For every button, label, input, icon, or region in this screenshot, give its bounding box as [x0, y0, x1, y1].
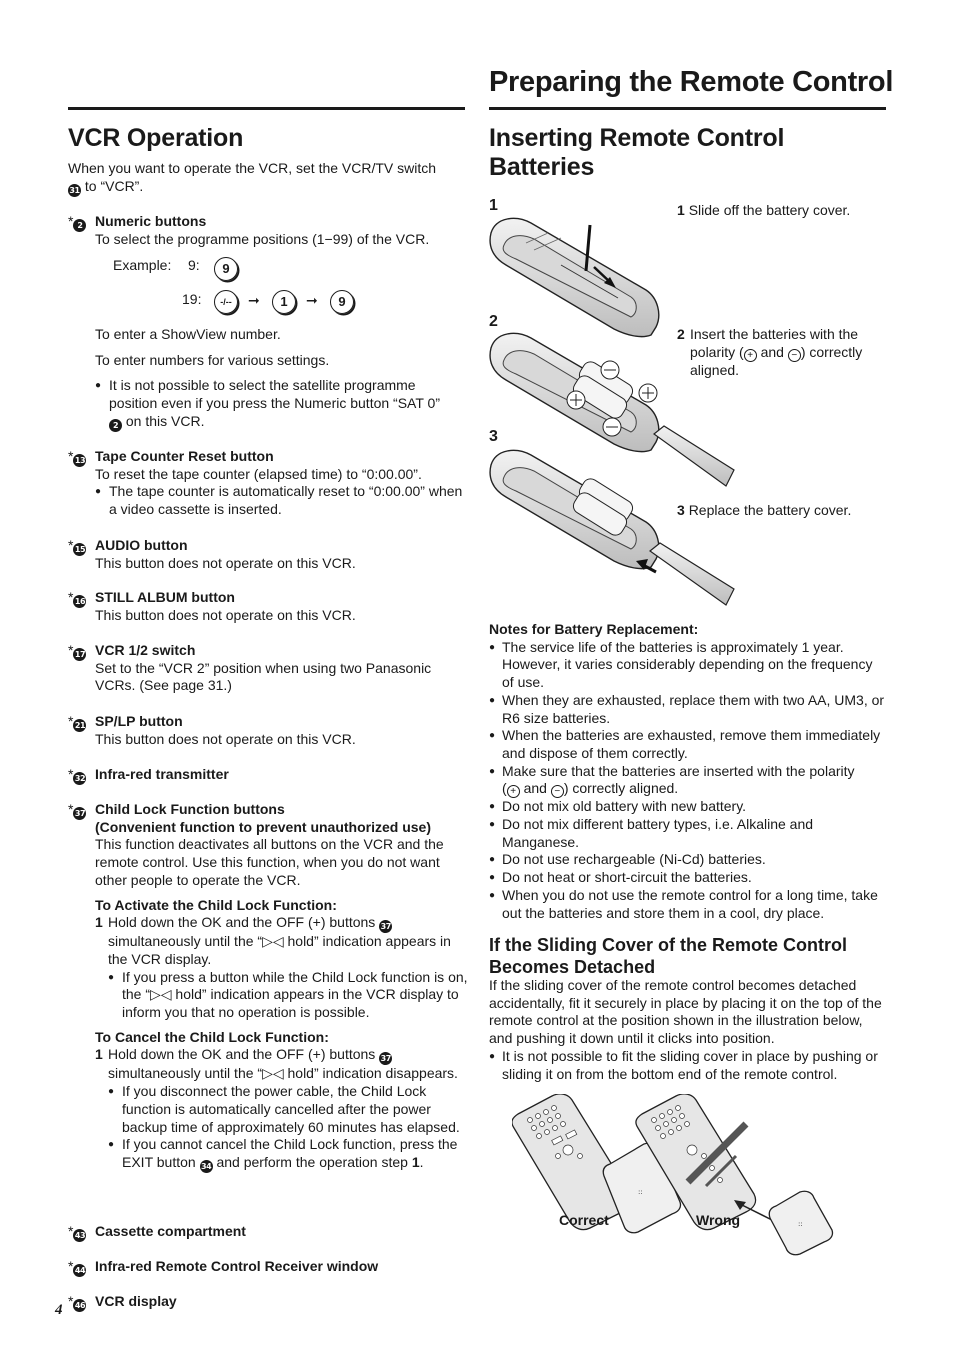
- tape-title: Tape Counter Reset button: [95, 448, 274, 464]
- intro-text-2: to “VCR”.: [84, 177, 144, 194]
- audio-item: *15 AUDIO button This button does not operate on this VCR.: [95, 537, 467, 572]
- step-2-label: 2: [489, 313, 498, 330]
- badge-37: 37: [74, 809, 86, 818]
- settings-line: To enter numbers for various settings.: [95, 351, 330, 368]
- badge-32: 32: [74, 774, 86, 783]
- key-1-icon: 1: [272, 290, 296, 314]
- page-number: 4: [55, 1302, 63, 1318]
- remote-step1-icon: [490, 218, 659, 336]
- cancel-bullet-2: ● If you cannot cancel the Child Lock function, press the EXIT button 34 and perform the operation step 1.: [108, 1136, 470, 1173]
- badge-17: 17: [74, 650, 86, 659]
- note-item: ● When the batteries are exhausted, remove them immediately and dispose of them correctly.: [489, 727, 887, 762]
- activate-bullet: ● If you press a button while the Child Lock function is on, the “▷◁ hold” indication appears in the VCR display to inform you that no operation is possible.: [108, 969, 470, 1022]
- step-2-text: 2 Insert the batteries with the polarity ( + and − ) correctly aligned.: [677, 326, 863, 378]
- showview-line: To enter a ShowView number.: [95, 326, 281, 342]
- note-item: ● The service life of the batteries is approximately 1 year. However, it varies considerably depending on the frequency of use.: [489, 639, 887, 692]
- arrow-right-icon: ➞: [306, 292, 318, 308]
- vcr12-desc: Set to the “VCR 2” position when using two Panasonic VCRs. (See page 31.): [95, 659, 432, 694]
- cancel-title: To Cancel the Child Lock Function:: [95, 1028, 329, 1045]
- cassette-item: *43 Cassette compartment: [95, 1223, 467, 1241]
- key-9b-icon: 9: [330, 290, 354, 314]
- note-item: ● Do not use rechargeable (Ni-Cd) batteries.: [489, 851, 887, 869]
- tape-desc: To reset the tape counter (elapsed time) to “0:00.00”.: [95, 465, 422, 482]
- note-item: ● Make sure that the batteries are inserted with the polarity ( + and − ) correctly aligned.: [489, 763, 887, 799]
- splp-desc: This button does not operate on this VCR.: [95, 730, 356, 747]
- splp-item: *21 SP/LP button This button does not operate on this VCR.: [95, 713, 467, 748]
- cover-fitting-illustration: [512, 1094, 868, 1264]
- badge-44: 44: [74, 1266, 86, 1275]
- sliding-cover-text: If the sliding cover of the remote control becomes detached accidentally, fit it securely in place by placing it on the top of the remote control at the position shown in the illustration below, and pushing it down until it clicks into position. ● It is not possible to fit the sliding cover in place by pushing or sliding it on from the bottom end of the remote control.: [489, 977, 887, 1083]
- badge-46: 46: [74, 1301, 86, 1310]
- vcr12-title: VCR 1/2 switch: [95, 642, 196, 658]
- note-item: ● Do not heat or short-circuit the batteries.: [489, 869, 887, 887]
- plus-polarity-icon: +: [507, 785, 520, 798]
- cancel-step: 1 Hold down the OK and the OFF (+) buttons 37 simultaneously until the “▷◁ hold” indication disappears. ● If you disconnect the power cable, the Child Lock function is automatically cancelled after the power backup time of approximately 60 minutes has elapsed. ● If you cannot cancel the Child Lock function, press the EXIT button 34 and perform the operation step 1.: [95, 1046, 470, 1173]
- page-title: Preparing the Remote Control: [489, 66, 894, 98]
- badge-31: 31: [69, 185, 80, 195]
- intro-text-1: When you want to operate the VCR, set the VCR/TV switch: [68, 160, 437, 176]
- numeric-notes: [95, 326, 467, 432]
- badge-16: 16: [74, 597, 86, 606]
- audio-title: AUDIO button: [95, 537, 188, 553]
- example-19-label: 19:: [182, 291, 202, 307]
- badge-37: 37: [380, 1054, 391, 1064]
- still-title: STILL ALBUM button: [95, 589, 235, 605]
- child-lock-item: *37 Child Lock Function buttons (Convenient function to prevent unauthorized use) This function deactivates all buttons on the VCR and the remote control. Use this function, when you do not want other people to operate the VCR. To Activate the Child Lock Function: 1 Hold down the OK and the OFF (+) buttons 37 simultaneously until the “▷◁ hold” indication appears in the VCR display. ● If you press a button while the Child Lock function is on, the “▷◁ hold” indication appears in the VCR display to inform you that no operation is possible. To Cancel the Child Lock Function: 1 Hold down the OK and the OFF (+) buttons 37 simultaneously until the “▷◁ hold” indication disappears. ● If you disconnect the power cable, the Child Lock function is automatically cancelled after the power backup time of approximately 60 minutes has elapsed. ● If you cannot cancel the Child Lock function, press the EXIT button 34 and perform the operation step 1.: [95, 801, 470, 1173]
- step-1-text: 1 Slide off the battery cover.: [677, 202, 851, 218]
- note-item: ● When they are exhausted, replace them with two AA, UM3, or R6 size batteries.: [489, 692, 887, 727]
- left-top-rule: [68, 107, 465, 110]
- right-top-rule: [489, 107, 886, 110]
- minus-polarity-icon: −: [788, 349, 801, 362]
- correct-label: Correct: [559, 1212, 609, 1228]
- remote-battery-illustration: [486, 205, 748, 610]
- receiver-item: *44 Infra-red Remote Control Receiver window: [95, 1258, 467, 1276]
- still-album-item: *16 STILL ALBUM button This button does not operate on this VCR.: [95, 589, 467, 624]
- display-title: VCR display: [95, 1293, 177, 1309]
- sliding-cover-heading: If the Sliding Cover of the Remote Control Becomes Detached: [489, 935, 848, 977]
- plus-polarity-icon: +: [744, 349, 757, 362]
- svg-text:::: ::: [638, 1188, 643, 1196]
- activate-title: To Activate the Child Lock Function:: [95, 896, 337, 913]
- vcr12-item: *17 VCR 1/2 switch Set to the “VCR 2” position when using two Panasonic VCRs. (See page 31.): [95, 642, 467, 695]
- childlock-title: Child Lock Function buttons: [95, 801, 285, 817]
- key-9-icon: 9: [214, 257, 238, 281]
- tape-bullet: ● The tape counter is automatically reset to “0:00.00” when a video cassette is inserted.: [95, 483, 467, 518]
- vcr-intro: [68, 160, 468, 197]
- badge-2: 2: [109, 419, 122, 432]
- remote-step3-icon: [490, 450, 734, 605]
- notes-title: Notes for Battery Replacement:: [489, 621, 699, 637]
- badge-15: 15: [74, 545, 86, 554]
- step-3-label: 3: [489, 428, 498, 445]
- cassette-title: Cassette compartment: [95, 1223, 246, 1239]
- splp-title: SP/LP button: [95, 713, 183, 729]
- display-item: *46 VCR display: [95, 1293, 467, 1311]
- cancel-bullet-1: ● If you disconnect the power cable, the Child Lock function is automatically cancelled after the power backup time of approximately 60 minutes has elapsed.: [108, 1083, 470, 1136]
- badge-43: 43: [74, 1231, 86, 1240]
- svg-text:::: ::: [798, 1220, 803, 1228]
- numeric-buttons-item: * 2 Numeric buttons To select the programme positions (1−99) of the VCR.: [95, 213, 467, 248]
- badge-34: 34: [201, 1161, 212, 1171]
- receiver-title: Infra-red Remote Control Receiver window: [95, 1258, 379, 1274]
- minus-polarity-icon: −: [551, 785, 564, 798]
- note-item: ● Do not mix different battery types, i.e. Alkaline and Manganese.: [489, 816, 887, 851]
- badge-13: 13: [74, 456, 86, 465]
- badge-2: 2: [73, 219, 86, 232]
- example-9-label: 9:: [188, 257, 200, 273]
- infrared-item: *32 Infra-red transmitter: [95, 766, 467, 784]
- key-dash-icon: -/--: [214, 290, 238, 314]
- still-desc: This button does not operate on this VCR.: [95, 606, 356, 623]
- battery-notes: [489, 621, 887, 922]
- numeric-desc: To select the programme positions (1−99) of the VCR.: [95, 230, 430, 247]
- note-item: ● When you do not use the remote control for a long time, take out the batteries and store them in a cool, dry place.: [489, 887, 887, 922]
- tape-counter-item: *13 Tape Counter Reset button To reset the tape counter (elapsed time) to “0:00.00”. ● The tape counter is automatically reset to “0:00.00” when a video cassette is inserted.: [95, 448, 467, 519]
- audio-desc: This button does not operate on this VCR.: [95, 554, 356, 571]
- step-1-label: 1: [489, 197, 498, 214]
- badge-37: 37: [380, 922, 391, 932]
- infrared-title: Infra-red transmitter: [95, 766, 229, 782]
- example-label: Example:: [113, 257, 172, 273]
- satellite-bullet: ● It is not possible to select the satellite programme position even if you press the Numeric button “SAT 0” 2 on this VCR.: [95, 377, 467, 431]
- childlock-subtitle: (Convenient function to prevent unauthorized use): [95, 818, 431, 835]
- badge-21: 21: [74, 721, 86, 730]
- arrow-right-icon: ➞: [248, 292, 260, 308]
- batteries-heading: Inserting Remote Control Batteries: [489, 124, 785, 181]
- wrong-label: Wrong: [696, 1212, 741, 1228]
- childlock-desc: This function deactivates all buttons on the VCR and the remote control. Use this function, when you do not want other people to operate the VCR.: [95, 836, 444, 888]
- remote-wrong-icon: [636, 1094, 833, 1255]
- vcr-operation-heading: VCR Operation: [68, 124, 244, 152]
- sliding-bullet: ● It is not possible to fit the sliding cover in place by pushing or sliding it on from the bottom end of the remote control.: [489, 1048, 887, 1083]
- activate-step: 1 Hold down the OK and the OFF (+) buttons 37 simultaneously until the “▷◁ hold” indication appears in the VCR display. ● If you press a button while the Child Lock function is on, the “▷◁ hold” indication appears in the VCR display to inform you that no operation is possible.: [95, 914, 470, 1022]
- note-item: ● Do not mix old battery with new battery.: [489, 798, 887, 816]
- step-3-text: 3 Replace the battery cover.: [677, 502, 852, 518]
- numeric-title: Numeric buttons: [95, 213, 207, 229]
